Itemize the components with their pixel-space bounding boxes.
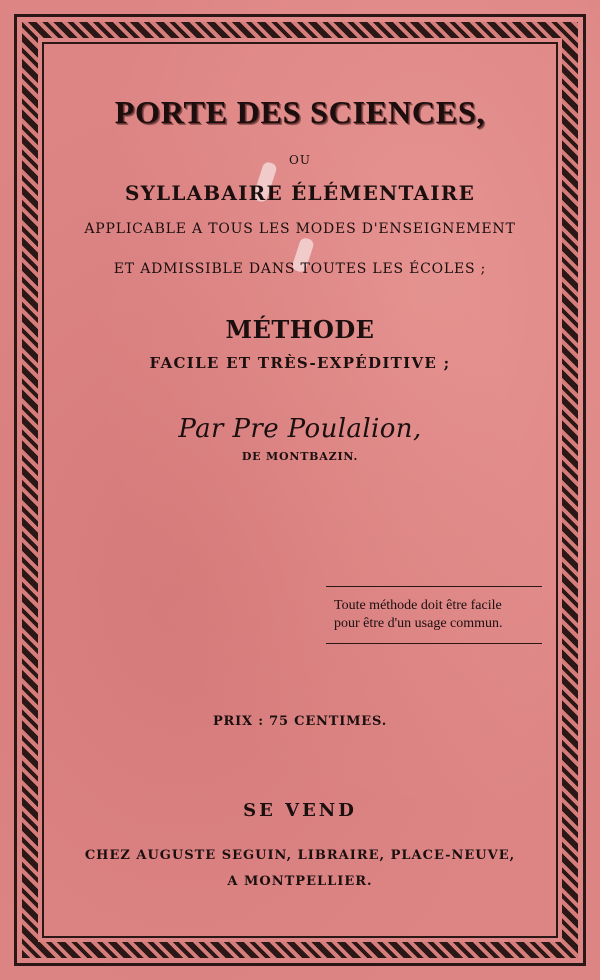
ou-text: OU [289,153,311,167]
publisher-line: CHEZ AUGUSTE SEGUIN, LIBRAIRE, PLACE-NEUVE, [84,848,516,863]
price: PRIX : 75 CENTIMES. [212,714,388,729]
subtitle: SYLLABAIRE ÉLÉMENTAIRE [124,181,476,205]
epigraph [326,586,542,644]
author-name: Par Pre Poulalion, [178,414,422,444]
epigraph-line-1: Toute méthode doit être facile [334,598,502,613]
title: PORTE DES SCIENCES, [114,94,486,130]
description-line-2: ET ADMISSIBLE DANS TOUTES LES ÉCOLES ; [113,261,487,277]
description-line-1: APPLICABLE A TOUS LES MODES D'ENSEIGNEMENT [84,221,516,237]
cover-content [50,60,550,920]
method-subheading: FACILE ET TRÈS-EXPÉDITIVE ; [149,354,451,372]
se-vend: SE VEND [243,800,357,821]
method-heading: MÉTHODE [225,315,375,344]
city: A MONTPELLIER. [227,874,373,889]
epigraph-line-2: pour être d'un usage commun. [334,616,503,631]
author-origin: DE MONTBAZIN. [241,450,359,463]
